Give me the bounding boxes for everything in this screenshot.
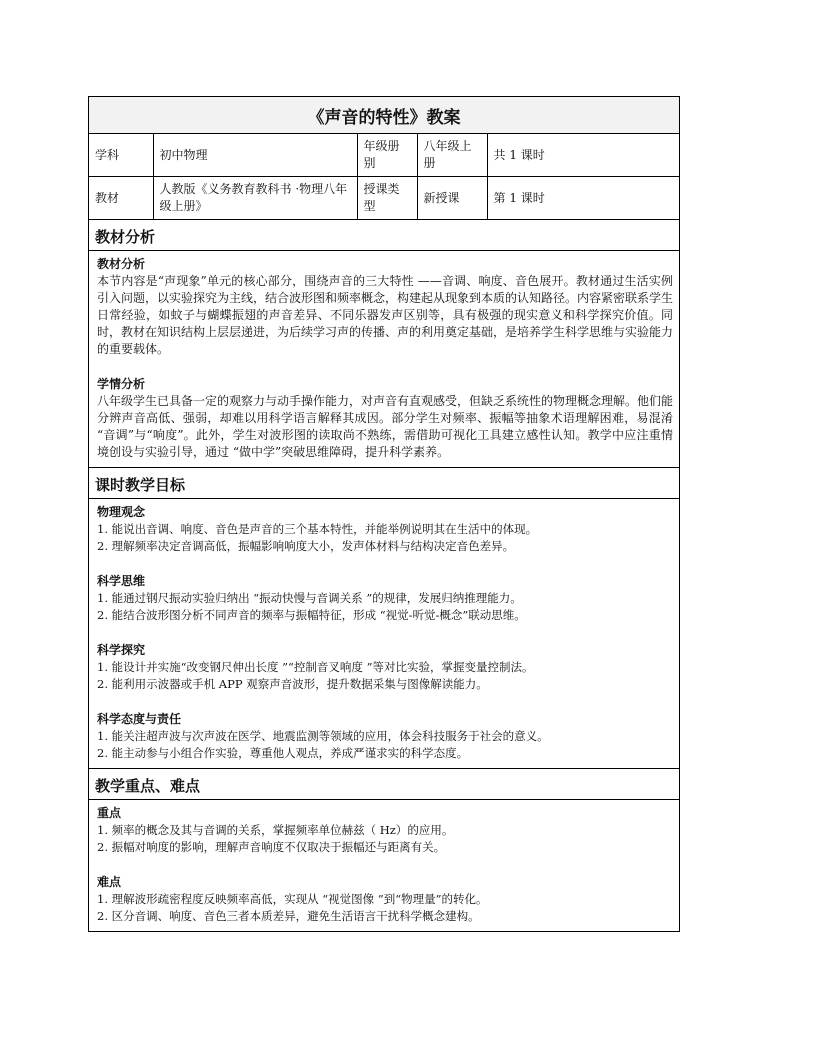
paragraph: 本节内容是“声现象”单元的核心部分，围绕声音的三大特性 ——音调、响度、音色展开。教材通过生活实例引入问题，以实验探究为主线，结合波形图和频率概念，构建起从现象到本质的认知路径。内容紧密联系学生日常经验，如蚊子与蝴蝶振翅的声音差异、不同乐器发声区别等，具有极强的现实意义和科学探究价值。同时，教材在知识结构上层层递进，为后续学习声的传播、声的利用奠定基础，是培养学生科学思维与实验能力的重要载体。 <box>97 274 674 356</box>
table-row <box>89 177 679 220</box>
value-total-hours: 共 1 课时 <box>487 134 679 177</box>
value-lesson-type: 新授课 <box>417 177 487 220</box>
label-textbook: 教材 <box>89 177 153 220</box>
section-heading: 课时教学目标 <box>89 468 679 499</box>
value-grade: 八年级上册 <box>417 134 487 177</box>
subsection-title: 难点 <box>97 875 122 889</box>
label-lesson-type: 授课类型 <box>357 177 417 220</box>
label-subject: 学科 <box>89 134 153 177</box>
subsection-title: 重点 <box>97 806 122 820</box>
page-title: 《声音的特性》教案 <box>89 97 679 134</box>
paragraph: 八年级学生已具备一定的观察力与动手操作能力，对声音有直观感受，但缺乏系统性的物理概念理解。他们能分辨声音高低、强弱，却难以用科学语言解释其成因。部分学生对频率、振幅等抽象术语理解困难，易混淆 “音调”与“响度”。此外，学生对波形图的读取尚不熟练，需借助可视化工具建立感性认知。教学中应注重情境创设与实验引导，通过 “做中学”突破思维障碍，提升科学素养。 <box>97 394 674 459</box>
subsection-title: 科学态度与责任 <box>97 712 182 726</box>
subsection-title: 科学探究 <box>97 643 146 657</box>
list-item: 2. 振幅对响度的影响，理解声音响度不仅取决于振幅还与距离有关。 <box>97 840 446 854</box>
table-row <box>89 134 679 177</box>
value-subject: 初中物理 <box>153 134 357 177</box>
value-textbook: 人教版《义务教育教科书 ·物理八年级上册》 <box>153 177 357 220</box>
list-item: 1. 能关注超声波与次声波在医学、地震监测等领域的应用，体会科技服务于社会的意义。 <box>97 729 549 743</box>
list-item: 1. 理解波形疏密程度反映频率高低，实现从 “视觉图像 ”到“物理量”的转化。 <box>97 892 488 906</box>
subsection-title: 物理观念 <box>97 505 146 519</box>
info-table <box>89 134 679 220</box>
section-heading: 教材分析 <box>89 220 679 251</box>
list-item: 2. 能结合波形图分析不同声音的频率与振幅特征，形成 “视觉-听觉-概念”联动思维。 <box>97 608 526 622</box>
list-item: 1. 能设计并实施“改变钢尺伸出长度 ”“控制音叉响度 ”等对比实验，掌握变量控制法。 <box>97 660 534 674</box>
subsection-title: 科学思维 <box>97 574 146 588</box>
list-item: 2. 能主动参与小组合作实验，尊重他人观点，养成严谨求实的科学态度。 <box>97 746 469 760</box>
subsection-title: 教材分析 <box>97 257 146 271</box>
section-body <box>89 251 679 468</box>
section-body <box>89 800 679 931</box>
list-item: 1. 能说出音调、响度、音色是声音的三个基本特性，并能举例说明其在生活中的体现。 <box>97 522 538 536</box>
section-body <box>89 499 679 769</box>
list-item: 2. 能利用示波器或手机 APP 观察声音波形，提升数据采集与图像解读能力。 <box>97 677 488 691</box>
subsection-title: 学情分析 <box>97 377 146 391</box>
section-heading: 教学重点、难点 <box>89 769 679 800</box>
list-item: 2. 区分音调、响度、音色三者本质差异，避免生活语言干扰科学概念建构。 <box>97 909 480 923</box>
list-item: 1. 频率的概念及其与音调的关系，掌握频率单位赫兹（ Hz）的应用。 <box>97 823 454 837</box>
value-lesson-number: 第 1 课时 <box>487 177 679 220</box>
label-grade: 年级册别 <box>357 134 417 177</box>
lesson-plan-sheet <box>88 96 680 932</box>
list-item: 1. 能通过钢尺振动实验归纳出 “振动快慢与音调关系 ”的规律，发展归纳推理能力。 <box>97 591 522 605</box>
list-item: 2. 理解频率决定音调高低，振幅影响响度大小，发声体材料与结构决定音色差异。 <box>97 539 515 553</box>
